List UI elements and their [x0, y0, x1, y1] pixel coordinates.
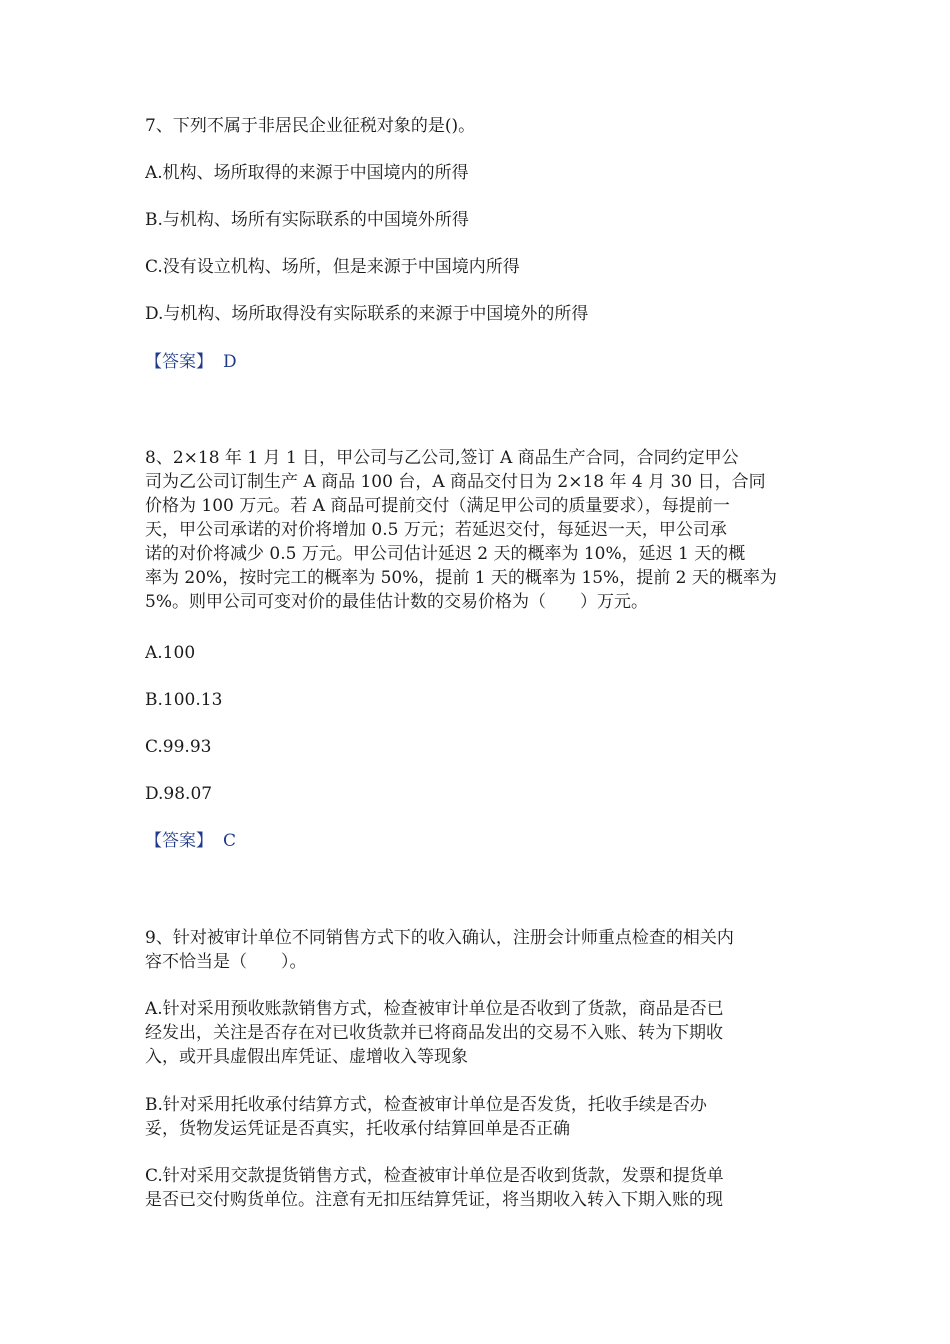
answer-label: 【答案】 [145, 831, 213, 851]
question-9-stem-line: 9、针对被审计单位不同销售方式下的收入确认，注册会计师重点检查的相关内 [145, 928, 734, 948]
question-9-option-c-line: 是否已交付购货单位。注意有无扣压结算凭证，将当期收入转入下期入账的现 [145, 1190, 723, 1210]
question-8-stem-line: 诺的对价将减少 0.5 万元。甲公司估计延迟 2 天的概率为 10%，延迟 1 天的概 [145, 544, 746, 564]
question-8-stem-line: 价格为 100 万元。若 A 商品可提前交付（满足甲公司的质量要求），每提前一 [145, 496, 730, 516]
question-8-stem-line: 8、2×18 年 1 月 1 日，甲公司与乙公司,签订 A 商品生产合同，合同约定甲公 [145, 448, 739, 468]
question-8-stem-line: 率为 20%，按时完工的概率为 50%，提前 1 天的概率为 15%，提前 2 天的概率为 [145, 568, 777, 588]
question-7-option-c: C.没有设立机构、场所，但是来源于中国境内所得 [145, 257, 520, 277]
question-8-stem-line: 5%。则甲公司可变对价的最佳估计数的交易价格为（ ）万元。 [145, 592, 648, 612]
question-8-stem-line: 司为乙公司订制生产 A 商品 100 台，A 商品交付日为 2×18 年 4 月 30 日，合同 [145, 472, 766, 492]
question-9-option-b-line: B.针对采用托收承付结算方式，检查被审计单位是否发货，托收手续是否办 [145, 1095, 707, 1115]
answer-value: D [223, 352, 237, 372]
question-7-option-b: B.与机构、场所有实际联系的中国境外所得 [145, 210, 469, 230]
question-8-answer [145, 829, 810, 853]
answer-value: C [223, 831, 237, 851]
question-7-option-d: D.与机构、场所取得没有实际联系的来源于中国境外的所得 [145, 304, 589, 324]
question-8-stem-line: 天，甲公司承诺的对价将增加 0.5 万元；若延迟交付，每延迟一天，甲公司承 [145, 520, 727, 540]
answer-label: 【答案】 [145, 352, 213, 372]
question-8-option-d: D.98.07 [145, 784, 213, 804]
question-9-option-a-line: A.针对采用预收账款销售方式，检查被审计单位是否收到了货款，商品是否已 [145, 999, 724, 1019]
question-8-option-b: B.100.13 [145, 690, 223, 710]
question-9-option-a-line: 经发出，关注是否存在对已收货款并已将商品发出的交易不入账、转为下期收 [145, 1023, 723, 1043]
question-9-option-a-line: 入，或开具虚假出库凭证、虚增收入等现象 [145, 1047, 468, 1067]
question-8-option-a: A.100 [145, 643, 196, 663]
question-7-option-a: A.机构、场所取得的来源于中国境内的所得 [145, 163, 469, 183]
question-9-option-b-line: 妥，货物发运凭证是否真实，托收承付结算回单是否正确 [145, 1119, 570, 1139]
question-8-option-c: C.99.93 [145, 737, 212, 757]
question-7-answer [145, 350, 810, 374]
question-9-option-c-line: C.针对采用交款提货销售方式，检查被审计单位是否收到货款，发票和提货单 [145, 1166, 724, 1186]
question-7-stem: 7、下列不属于非居民企业征税对象的是()。 [145, 116, 476, 136]
question-9-stem-line: 容不恰当是（ ）。 [145, 952, 307, 972]
